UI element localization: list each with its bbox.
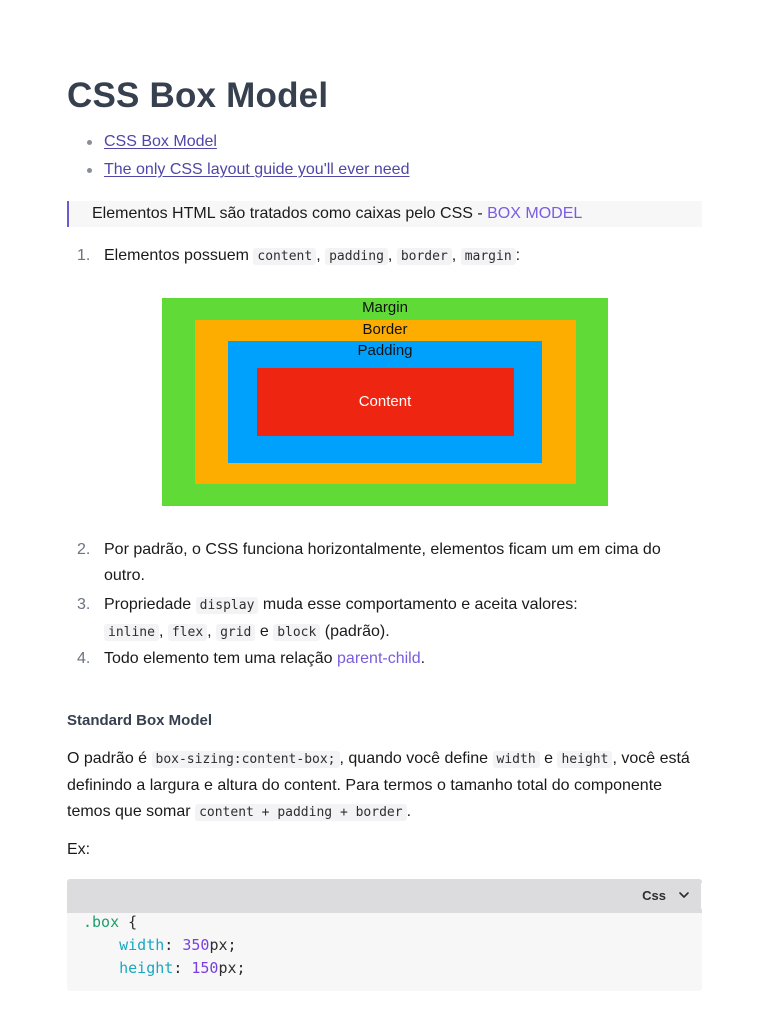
quote-accent: BOX MODEL bbox=[487, 205, 583, 222]
code-border: border bbox=[397, 248, 452, 265]
conjunction: e bbox=[259, 623, 269, 640]
link-css-layout-guide[interactable]: The only CSS layout guide you'll ever need bbox=[104, 161, 410, 178]
page-title: CSS Box Model bbox=[67, 76, 329, 115]
item-suffix: (padrão). bbox=[320, 623, 390, 640]
css-number: 150 bbox=[191, 959, 219, 977]
item-suffix: . bbox=[420, 650, 426, 667]
ordered-list-item-1 bbox=[67, 243, 702, 270]
ordered-list-item-3: 3. Propriedade display muda esse comportamento e aceita valores: inline , flex , grid e block (padrão). bbox=[67, 592, 702, 646]
list-number: 3. bbox=[77, 596, 91, 613]
code-display: display bbox=[196, 597, 259, 614]
language-selector[interactable]: Css bbox=[642, 888, 666, 903]
css-property: width bbox=[119, 936, 165, 954]
paragraph-text: , quando você define bbox=[339, 750, 493, 767]
code-toolbar bbox=[67, 879, 702, 913]
separator: , bbox=[387, 247, 393, 264]
paragraph-text: , você está definindo a largura e altura do content. Para termos o tamanho total do componente temos que somar bbox=[67, 750, 690, 820]
code-block: block bbox=[273, 624, 320, 641]
css-selector: .box bbox=[83, 913, 120, 931]
item-text: muda esse comportamento e aceita valores: bbox=[258, 596, 578, 613]
code-padding: padding bbox=[325, 248, 388, 265]
margin-label: Margin bbox=[362, 299, 408, 316]
chevron-down-icon[interactable] bbox=[676, 887, 692, 903]
ordered-list-item-2 bbox=[67, 537, 702, 589]
paragraph bbox=[67, 746, 702, 826]
reference-links bbox=[67, 130, 409, 186]
code-block bbox=[67, 879, 702, 991]
code-inline: inline bbox=[104, 624, 159, 641]
quote-text: Elementos HTML são tratados como caixas pelo CSS - bbox=[92, 205, 488, 222]
example-label: Ex: bbox=[67, 841, 91, 858]
code-box-sizing: box-sizing:content-box; bbox=[152, 751, 340, 768]
code-width: width bbox=[493, 751, 540, 768]
css-unit: px; bbox=[209, 936, 237, 954]
blockquote bbox=[67, 201, 702, 227]
code-height: height bbox=[557, 751, 612, 768]
section-heading: Standard Box Model bbox=[67, 712, 213, 729]
link-css-box-model[interactable]: CSS Box Model bbox=[104, 133, 217, 150]
paragraph-text: O padrão é bbox=[67, 750, 152, 767]
list-number: 2. bbox=[77, 541, 91, 558]
item-suffix: : bbox=[515, 247, 521, 264]
css-brace: { bbox=[128, 913, 138, 931]
content-label: Content bbox=[358, 393, 412, 410]
ordered-list-item-4 bbox=[67, 646, 702, 672]
padding-label: Padding bbox=[357, 342, 413, 359]
separator: , bbox=[316, 247, 321, 264]
list-number: 4. bbox=[77, 650, 91, 667]
separator: , bbox=[451, 247, 457, 264]
paragraph-text: . bbox=[406, 803, 412, 820]
item-text: Por padrão, o CSS funciona horizontalmente, elementos ficam um em cima do outro. bbox=[104, 541, 661, 584]
box-model-diagram bbox=[162, 298, 608, 506]
border-label: Border bbox=[362, 321, 408, 338]
code-sum: content + padding + border bbox=[195, 804, 407, 821]
css-unit: px; bbox=[218, 959, 246, 977]
paragraph-text: e bbox=[539, 750, 558, 767]
item-text: Propriedade bbox=[104, 596, 196, 613]
item-text: Todo elemento tem uma relação bbox=[104, 650, 338, 667]
code-content: .box { width: 350px; height: 150px; bbox=[83, 913, 246, 977]
code-margin: margin bbox=[461, 248, 516, 265]
list-number: 1. bbox=[77, 247, 91, 264]
accent-parent-child: parent-child bbox=[337, 650, 421, 667]
item-text: Elementos possuem bbox=[104, 247, 254, 264]
list-item bbox=[67, 158, 409, 186]
list-item bbox=[67, 130, 409, 158]
css-number: 350 bbox=[182, 936, 210, 954]
code-grid: grid bbox=[216, 624, 255, 641]
css-property: height bbox=[119, 959, 174, 977]
code-content: content bbox=[253, 248, 316, 265]
code-flex: flex bbox=[168, 624, 207, 641]
divider bbox=[701, 883, 702, 909]
